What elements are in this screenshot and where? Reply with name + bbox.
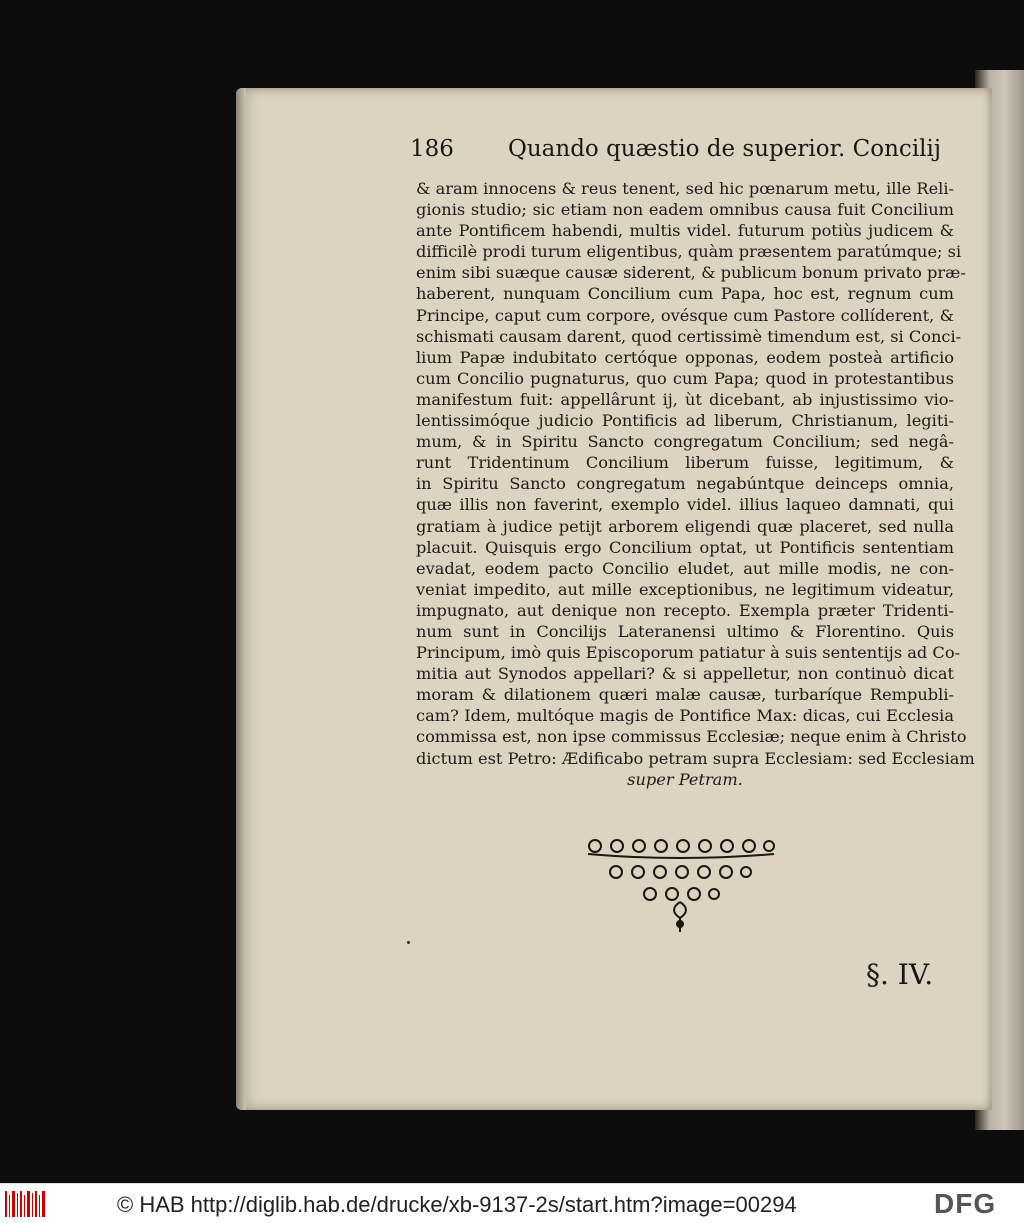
text-line: schismati causam darent, quod certissimè timendum est, si Conci- <box>416 326 962 346</box>
text-line: enim sibi suæque causæ siderent, & publicum bonum privato præ- <box>416 263 966 283</box>
section-mark: §. IV. <box>866 958 934 991</box>
body-text <box>416 178 975 790</box>
text-line: placuit. Quisquis ergo Concilium optat, ut Pontificis sententiam <box>416 537 954 557</box>
text-line: commissa est, non ipse commissus Ecclesiæ; neque enim à Christo <box>416 727 967 747</box>
library-barcode-icon <box>4 1189 48 1219</box>
text-line: manifestum fuit: appellârunt ij, ùt dicebant, ab injustissimo vio- <box>416 389 954 409</box>
text-line: mitia aut Synodos appellari? & si appelletur, non continuò dicat <box>416 664 954 684</box>
text-line: ante Pontificem habendi, multis videl. futurum potiùs judicem & <box>416 221 954 241</box>
text-line: moram & dilationem quæri malæ causæ, turbaríque Rempubli- <box>416 685 954 705</box>
ornament-row-lower <box>644 888 719 900</box>
text-line: evadat, eodem pacto Concilio eludet, aut mille modis, ne con- <box>416 558 954 578</box>
printers-ornament <box>580 832 780 936</box>
text-line-final: super Petram. <box>627 769 743 789</box>
text-line: in Spiritu Sancto congregatum negabúntque deinceps omnia, <box>416 474 954 494</box>
text-line: lium Papæ indubitato certóque opponas, eodem posteà artificio <box>416 347 954 367</box>
text-line: Principum, imò quis Episcoporum patiatur à suis sententijs ad Co- <box>416 643 961 663</box>
footer-bar <box>0 1183 1024 1223</box>
text-line: impugnato, aut denique non recepto. Exempla præter Tridenti- <box>416 600 954 620</box>
running-head <box>410 136 942 172</box>
copyright-url[interactable]: © HAB http://diglib.hab.de/drucke/xb-9137-2s/start.htm?image=00294 <box>117 1192 797 1217</box>
ink-speck <box>407 941 410 944</box>
text-line: lentissimóque judicio Pontificis ad liberum, Christianum, legiti- <box>416 411 954 431</box>
ornament-row-top <box>588 840 774 858</box>
text-line: cam? Idem, multóque magis de Pontifice Max: dicas, cui Ecclesia <box>416 706 954 726</box>
text-line: gionis studio; sic etiam non eadem omnibus causa fuit Concilium <box>416 200 954 220</box>
ornament-row-middle <box>610 866 751 878</box>
text-line: Principe, caput cum corpore, ovésque cum Pastore collíderent, & <box>416 305 954 325</box>
text-line: quæ illis non faverint, exemplo videl. illius laqueo damnati, qui <box>416 495 954 515</box>
page-gutter-shadow <box>236 88 246 1110</box>
text-line: difficilè prodi turum eligentibus, quàm præsentem paratúmque; si <box>416 242 962 262</box>
text-line: mum, & in Spiritu Sancto congregatum Concilium; sed negâ- <box>416 432 954 452</box>
text-line: gratiam à judice petijt arborem eligendi quæ placeret, sed nulla <box>416 516 954 536</box>
text-line: & aram innocens & reus tenent, sed hic pœnarum metu, ille Reli- <box>416 179 954 198</box>
text-line: haberent, nunquam Concilium cum Papa, hoc est, regnum cum <box>416 284 954 304</box>
dfg-logo: DFG <box>934 1188 997 1219</box>
running-title: Quando quæstio de superior. Concilij <box>508 136 942 162</box>
text-line: dictum est Petro: Ædificabo petram supra Ecclesiam: sed Ecclesiam <box>416 748 975 768</box>
text-line: num sunt in Concilijs Lateranensi ultimo & Florentino. Quis <box>416 621 954 641</box>
text-line: cum Concilio pugnaturus, quo cum Papa; quod in protestantibus <box>416 368 954 388</box>
text-line: runt Tridentinum Concilium liberum fuisse, legitimum, & <box>416 453 954 473</box>
page-number: 186 <box>410 136 454 162</box>
ornament-finial <box>674 902 686 932</box>
text-line: veniat impedito, aut mille exceptionibus, ne legitimum videatur, <box>416 579 954 599</box>
